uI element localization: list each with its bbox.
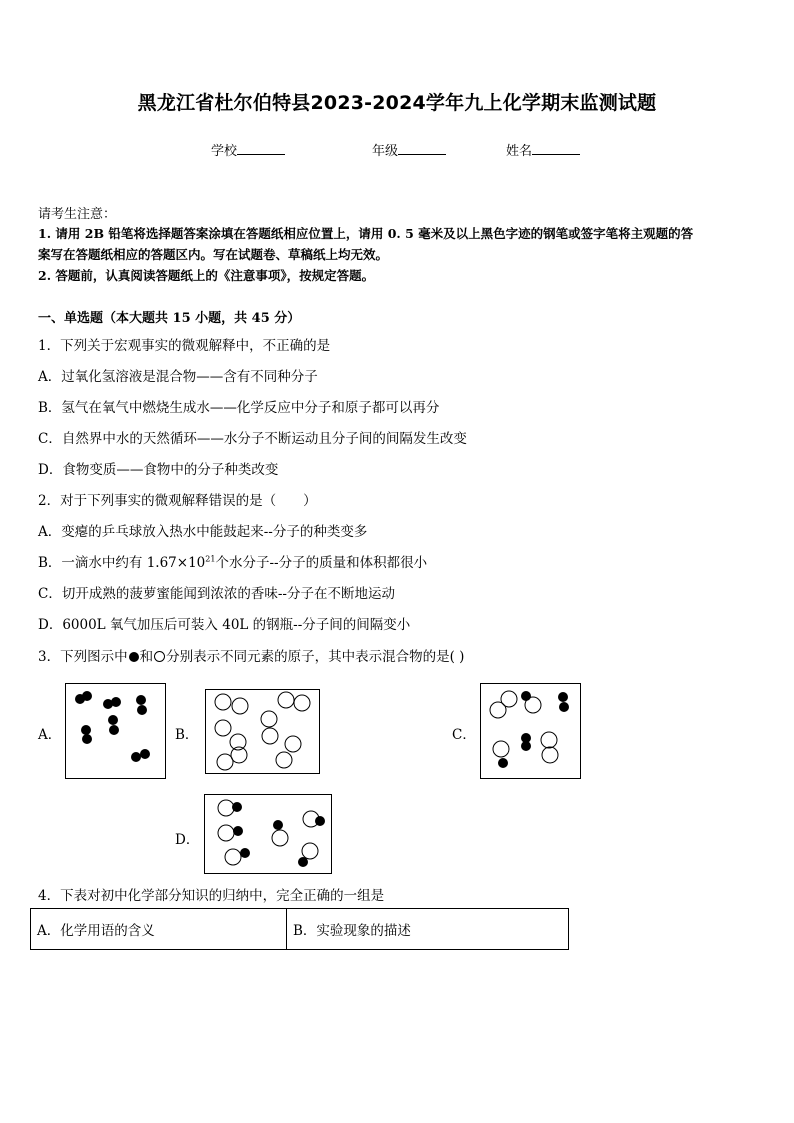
school-blank	[237, 142, 285, 155]
q1-option-d: D．食物变质——食物中的分子种类改变	[38, 462, 279, 478]
q4-cell-a: A．化学用语的含义	[31, 909, 287, 950]
notice-line-2: 2. 答题前，认真阅读答题纸上的《注意事项》，按规定答题。	[38, 268, 375, 283]
q3-stem	[38, 645, 464, 665]
notice-heading: 请考生注意：	[38, 207, 117, 222]
q3-label-b: B．	[175, 727, 199, 743]
name-field	[506, 140, 580, 159]
q2-option-b	[38, 551, 427, 571]
q3-diagram-a	[65, 683, 166, 779]
school-label: 学校	[211, 144, 238, 159]
q2-option-a: A．变瘪的乒乓球放入热水中能鼓起来--分子的种类变多	[38, 524, 368, 540]
grade-label: 年级	[372, 144, 399, 159]
q3-stem-mid: 和	[139, 649, 154, 665]
q2-stem: 2．对于下列事实的微观解释错误的是（ ）	[38, 493, 317, 509]
q4-stem: 4．下表对初中化学部分知识的归纳中，完全正确的一组是	[38, 888, 385, 904]
q1-option-c: C．自然界中水的天然循环——水分子不断运动且分子间的间隔发生改变	[38, 431, 467, 447]
q3-label-d: D．	[175, 832, 200, 848]
q1-option-a: A．过氧化氢溶液是混合物——含有不同种分子	[38, 369, 318, 385]
q3-stem-pre: 3．下列图示中	[38, 649, 128, 665]
q2-option-c: C．切开成熟的菠萝蜜能闻到浓浓的香味--分子在不断地运动	[38, 586, 395, 602]
q2-option-b-post: 个水分子--分子的质量和体积都很小	[215, 555, 428, 571]
name-label: 姓名	[506, 144, 533, 159]
q4-cell-b: B．实验现象的描述	[287, 909, 569, 950]
grade-field	[372, 140, 446, 159]
name-blank	[532, 142, 580, 155]
q3-stem-post: 分别表示不同元素的原子，其中表示混合物的是( )	[166, 649, 465, 665]
q3-diagram-d	[204, 794, 332, 874]
table-row	[31, 909, 569, 950]
school-field	[211, 140, 285, 159]
q3-label-a: A．	[38, 727, 62, 743]
white-atom-icon	[154, 651, 165, 662]
notice-line-1b: 案写在答题纸相应的答题区内。写在试题卷、草稿纸上均无效。	[38, 247, 389, 262]
q2-option-d: D．6000L 氧气加压后可装入 40L 的钢瓶--分子间的间隔变小	[38, 617, 411, 633]
q3-diagram-b	[205, 689, 320, 774]
page-title: 黑龙江省杜尔伯特县2023-2024学年九上化学期末监测试题	[137, 92, 657, 114]
section-heading: 一、单选题（本大题共 15 小题，共 45 分）	[38, 311, 301, 326]
q1-option-b: B．氢气在氧气中燃烧生成水——化学反应中分子和原子都可以再分	[38, 400, 440, 416]
q2-option-b-exponent: 21	[205, 554, 216, 564]
black-atom-icon	[129, 652, 139, 662]
grade-blank	[398, 142, 446, 155]
q2-option-b-pre: B．一滴水中约有 1.67×10	[38, 555, 206, 571]
q3-diagram-c	[480, 683, 581, 779]
q1-stem: 1．下列关于宏观事实的微观解释中，不正确的是	[38, 338, 331, 354]
q4-table	[30, 908, 569, 950]
q3-label-c: C．	[452, 727, 476, 743]
notice-line-1: 1. 请用 2B 铅笔将选择题答案涂填在答题纸相应位置上，请用 0. 5 毫米及以上黑色字迹的钢笔或签字笔将主观题的答	[38, 226, 694, 241]
